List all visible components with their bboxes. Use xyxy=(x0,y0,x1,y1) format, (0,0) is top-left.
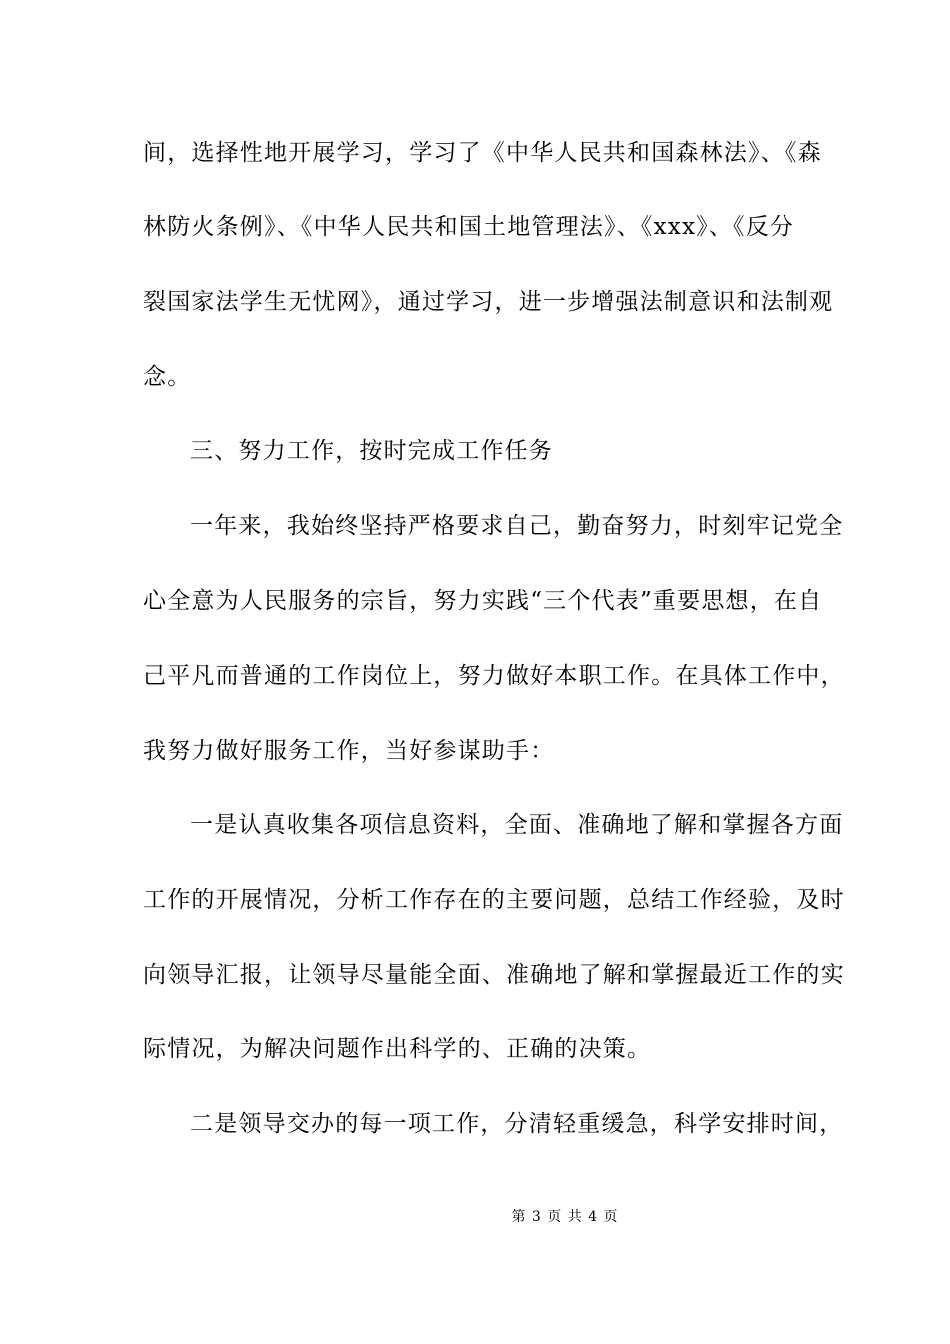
body-line: 际情况，为解决问题作出科学的、正确的决策。 xyxy=(143,1036,652,1062)
paragraph-first-line: 一年来，我始终坚持严格要求自己，勤奋努力，时刻牢记党全 xyxy=(190,513,844,539)
body-line: 念。 xyxy=(143,364,192,390)
body-line: 向领导汇报，让领导尽量能全面、准确地了解和掌握最近工作的实 xyxy=(143,962,845,988)
section-heading: 三、努力工作，按时完成工作任务 xyxy=(190,438,553,464)
body-line: 裂国家法学生无忧网》，通过学习，进一步增强法制意识和法制观 xyxy=(143,289,834,315)
body-line: 间，选择性地开展学习，学习了《中华人民共和国森林法》、《森 xyxy=(143,140,822,166)
body-line: 林防火条例》、《中华人民共和国土地管理法》、《xxx》、《反分 xyxy=(143,214,795,240)
body-line: 我努力做好服务工作，当好参谋助手： xyxy=(143,738,555,764)
body-line: 工作的开展情况，分析工作存在的主要问题，总结工作经验，及时 xyxy=(143,887,845,913)
body-line: 己平凡而普通的工作岗位上，努力做好本职工作。在具体工作中， xyxy=(143,663,845,689)
paragraph-first-line: 一是认真收集各项信息资料，全面、准确地了解和掌握各方面 xyxy=(190,812,844,838)
page-number-footer: 第 3 页 共 4 页 xyxy=(511,1209,619,1225)
body-line: 心全意为人民服务的宗旨，努力实践“三个代表”重要思想，在自 xyxy=(143,588,823,614)
paragraph-first-line: 二是领导交办的每一项工作，分清轻重缓急，科学安排时间， xyxy=(190,1111,844,1137)
